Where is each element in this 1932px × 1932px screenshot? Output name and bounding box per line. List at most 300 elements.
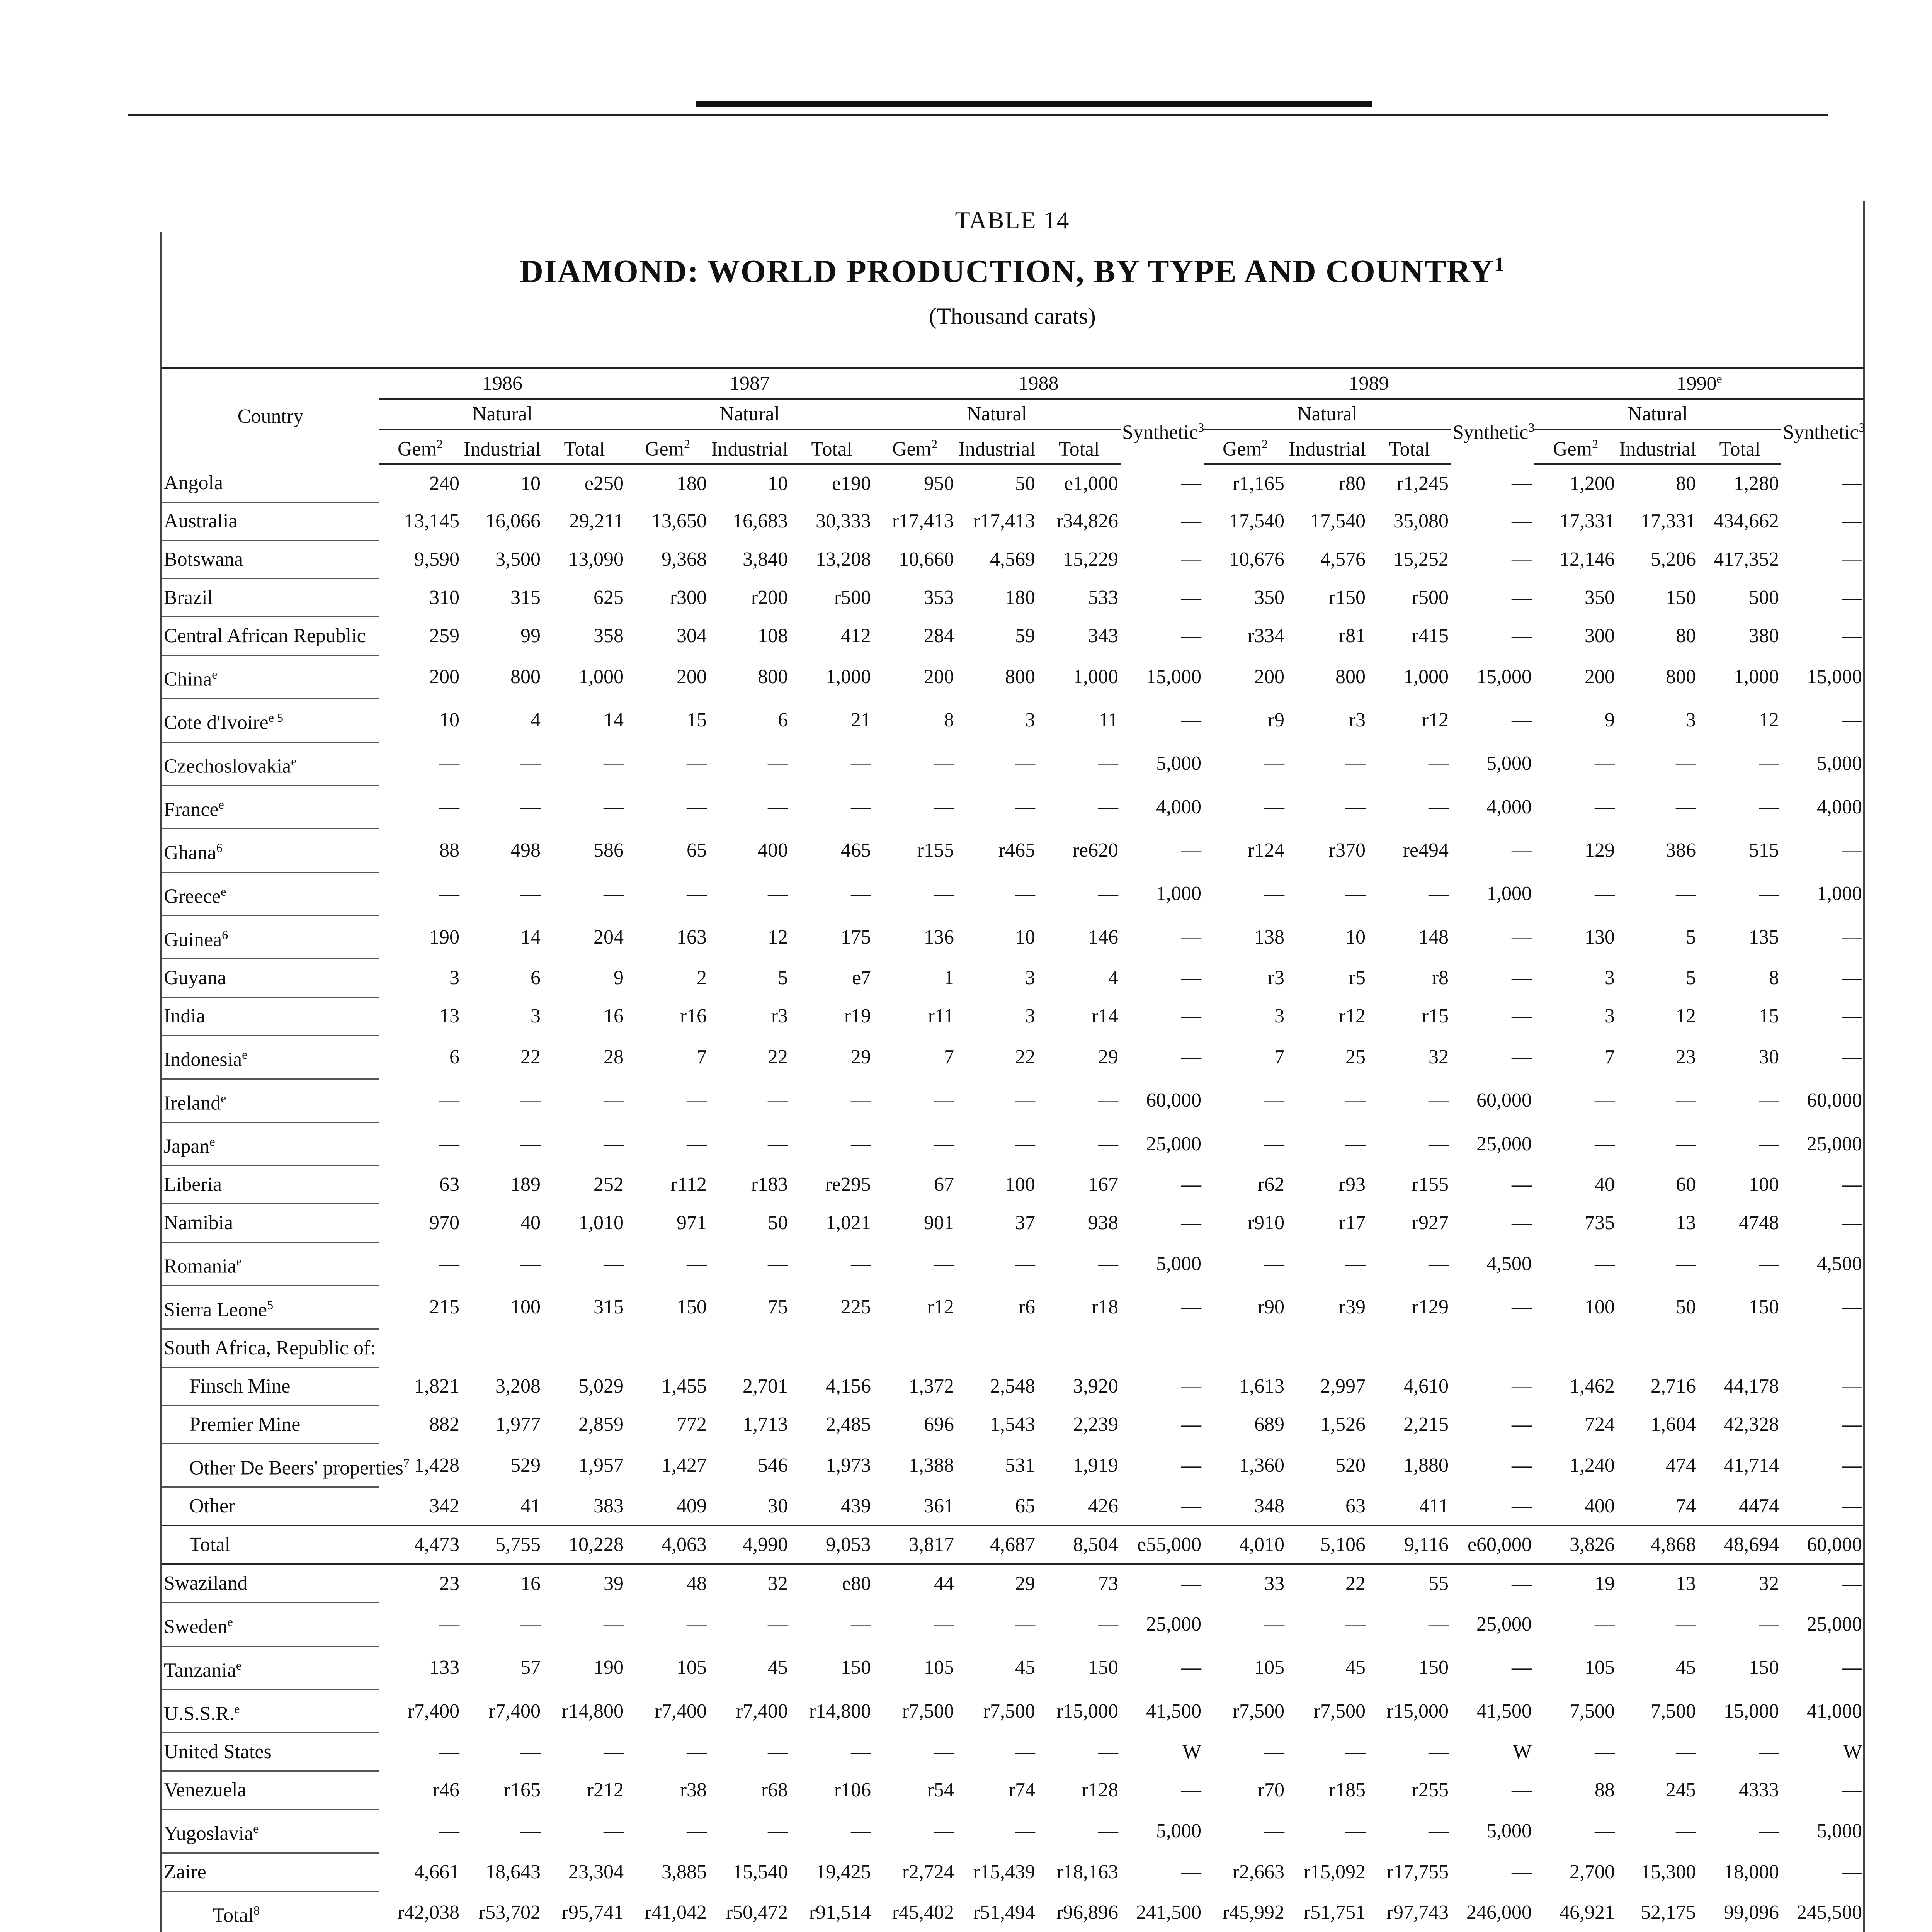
value-cell: 80 xyxy=(1676,472,1696,495)
value-cell: — xyxy=(1759,796,1779,818)
value-cell: 22 xyxy=(768,1046,788,1068)
value-cell: 950 xyxy=(924,472,954,495)
value-cell: — xyxy=(439,883,459,905)
country-note: e 5 xyxy=(268,711,283,725)
value-cell: — xyxy=(1512,1861,1532,1883)
value-cell: 1,000 xyxy=(1403,665,1449,688)
value-cell: — xyxy=(1842,839,1862,862)
value-cell: 100 xyxy=(510,1296,541,1318)
value-cell: — xyxy=(604,1741,624,1763)
value-cell: 17,540 xyxy=(1229,510,1285,532)
value-cell: 45 xyxy=(1676,1656,1696,1679)
value-cell: — xyxy=(687,1613,707,1636)
value-cell xyxy=(873,1329,956,1367)
value-cell: 417,352 xyxy=(1714,548,1779,571)
table-title-text: DIAMOND: WORLD PRODUCTION, BY TYPE AND COUNTRY xyxy=(520,253,1494,289)
table-row xyxy=(162,1690,1864,1733)
country-note: e xyxy=(253,1821,259,1836)
synthetic-note: 3 xyxy=(1198,420,1204,434)
value-cell: 4,500 xyxy=(1486,1253,1532,1275)
total-header: Total xyxy=(790,429,873,464)
country-name-cell xyxy=(162,464,379,502)
value-cell: — xyxy=(1098,796,1119,818)
value-cell: 15,000 xyxy=(1476,665,1532,688)
value-cell: 57 xyxy=(520,1656,541,1679)
value-cell xyxy=(956,1329,1037,1367)
country-name: Yugoslavia xyxy=(164,1822,253,1845)
country-name-cell xyxy=(162,1891,379,1932)
value-cell: 1,360 xyxy=(1239,1454,1285,1476)
value-cell: — xyxy=(1759,1613,1779,1636)
value-cell: 252 xyxy=(594,1173,624,1196)
value-cell: 60,000 xyxy=(1781,1526,1864,1564)
value-cell: 4,500 xyxy=(1817,1253,1862,1275)
value-cell: r50,472 xyxy=(709,1891,790,1932)
value-cell: 25,000 xyxy=(1146,1133,1202,1155)
value-cell: — xyxy=(1512,1046,1532,1068)
value-cell: — xyxy=(520,1820,541,1842)
value-cell: e80 xyxy=(790,1564,873,1603)
value-cell: 129 xyxy=(1585,839,1615,862)
header-row-grades xyxy=(162,429,1864,464)
value-cell: — xyxy=(1181,1212,1202,1234)
table-row xyxy=(162,1810,1864,1853)
value-cell: 25,000 xyxy=(1476,1613,1532,1636)
natural-header: Natural xyxy=(873,399,1121,429)
margin-line-left xyxy=(160,232,162,1932)
value-cell: — xyxy=(934,1613,954,1636)
value-cell xyxy=(709,1329,790,1367)
value-cell: — xyxy=(1676,1089,1696,1112)
value-cell: 14 xyxy=(604,709,624,731)
country-name: Romania xyxy=(164,1255,236,1277)
value-cell: 52,175 xyxy=(1617,1891,1698,1932)
value-cell: r212 xyxy=(587,1779,624,1801)
value-cell: 1,000 xyxy=(1156,883,1202,905)
value-cell: 167 xyxy=(1088,1173,1119,1196)
value-cell: r9 xyxy=(1267,709,1285,731)
value-cell: 200 xyxy=(1254,665,1285,688)
gem-note: 2 xyxy=(931,437,938,451)
value-cell: r42,038 xyxy=(379,1891,462,1932)
value-cell: 4,000 xyxy=(1156,796,1202,818)
table-row xyxy=(162,1406,1864,1444)
value-cell: — xyxy=(1098,752,1119,775)
value-cell: 100 xyxy=(1585,1296,1615,1318)
value-cell: r185 xyxy=(1328,1779,1366,1801)
value-cell: 315 xyxy=(594,1296,624,1318)
value-cell: 412 xyxy=(841,625,871,647)
value-cell: 546 xyxy=(758,1454,788,1476)
country-name: Central African Republic xyxy=(164,625,366,647)
value-cell: 625 xyxy=(594,587,624,609)
value-cell: — xyxy=(520,883,541,905)
value-cell: — xyxy=(1595,1253,1615,1275)
value-cell: 60 xyxy=(1676,1173,1696,1196)
value-cell: — xyxy=(768,1613,788,1636)
value-cell: 42,328 xyxy=(1724,1413,1779,1436)
value-cell: r91,514 xyxy=(790,1891,873,1932)
value-cell: — xyxy=(687,1133,707,1155)
value-cell: 2,716 xyxy=(1651,1375,1696,1398)
value-cell: — xyxy=(768,1133,788,1155)
value-cell: 3 xyxy=(449,967,459,989)
country-name: Angola xyxy=(164,471,223,494)
value-cell: — xyxy=(934,1133,954,1155)
table-row xyxy=(162,829,1864,872)
value-cell: 3,500 xyxy=(495,548,541,571)
value-cell: r128 xyxy=(1081,1779,1119,1801)
value-cell: 163 xyxy=(677,926,707,948)
value-cell: — xyxy=(1842,1413,1862,1436)
industrial-header: Industrial xyxy=(956,429,1037,464)
value-cell: 350 xyxy=(1585,587,1615,609)
year-label: 1990 xyxy=(1676,372,1717,395)
value-cell: 50 xyxy=(1015,472,1036,495)
value-cell: — xyxy=(604,1820,624,1842)
table-row xyxy=(162,502,1864,541)
value-cell: — xyxy=(1781,1564,1864,1603)
value-cell: — xyxy=(1264,1253,1285,1275)
country-name-cell xyxy=(162,1444,410,1487)
value-cell: 135 xyxy=(1749,926,1779,948)
country-name: Other xyxy=(189,1495,235,1517)
table-row xyxy=(162,1367,1864,1406)
value-cell: 465 xyxy=(841,839,871,862)
country-name-cell xyxy=(162,617,379,655)
value-cell: — xyxy=(1429,1741,1449,1763)
value-cell: — xyxy=(1842,548,1862,571)
table-row xyxy=(162,1036,1864,1079)
value-cell: 4,661 xyxy=(414,1861,459,1883)
value-cell: — xyxy=(1429,1820,1449,1842)
value-cell: — xyxy=(1595,796,1615,818)
value-cell: 882 xyxy=(429,1413,459,1436)
value-cell: 515 xyxy=(1749,839,1779,862)
value-cell: — xyxy=(851,1820,871,1842)
value-cell: 2,700 xyxy=(1570,1861,1615,1883)
value-cell: 25,000 xyxy=(1146,1613,1202,1636)
value-cell: 63 xyxy=(439,1173,459,1196)
synthetic-label: Synthetic xyxy=(1122,421,1198,443)
value-cell: — xyxy=(1759,1741,1779,1763)
value-cell xyxy=(626,1329,709,1367)
country-name: Namibia xyxy=(164,1212,233,1234)
country-name-cell xyxy=(162,916,379,959)
country-name: Venezuela xyxy=(164,1779,247,1801)
value-cell: — xyxy=(1842,1861,1862,1883)
value-cell: r200 xyxy=(751,587,788,609)
value-cell: 4,010 xyxy=(1204,1526,1287,1564)
value-cell: 60,000 xyxy=(1476,1089,1532,1112)
value-cell: 1 xyxy=(944,967,954,989)
value-cell: 9,368 xyxy=(662,548,707,571)
value-cell: — xyxy=(1676,883,1696,905)
country-name: India xyxy=(164,1005,205,1027)
value-cell: 19,425 xyxy=(816,1861,871,1883)
value-cell: r54 xyxy=(927,1779,954,1801)
value-cell: r51,494 xyxy=(956,1891,1037,1932)
year-note: e xyxy=(1716,372,1722,386)
value-cell: — xyxy=(851,1253,871,1275)
value-cell: r465 xyxy=(998,839,1036,862)
value-cell: 3 xyxy=(531,1005,541,1027)
value-cell: 105 xyxy=(1254,1656,1285,1679)
value-cell: — xyxy=(1842,472,1862,494)
value-cell: — xyxy=(1098,883,1119,905)
value-cell: 200 xyxy=(924,665,954,688)
country-note: e xyxy=(234,1702,240,1716)
value-cell: 2,215 xyxy=(1403,1413,1449,1436)
country-name: Other De Beers' properties xyxy=(189,1457,403,1479)
value-cell: — xyxy=(1264,796,1285,818)
value-cell: 44 xyxy=(873,1564,956,1603)
value-cell: — xyxy=(1181,1656,1202,1679)
value-cell: — xyxy=(851,1613,871,1636)
value-cell: r7,500 xyxy=(902,1700,954,1722)
value-cell: 426 xyxy=(1088,1495,1119,1517)
value-cell: 67 xyxy=(934,1173,954,1196)
value-cell: 75 xyxy=(768,1296,788,1318)
value-cell: — xyxy=(1759,1253,1779,1275)
value-cell: 189 xyxy=(510,1173,541,1196)
value-cell: r1,165 xyxy=(1232,472,1285,495)
value-cell: r7,400 xyxy=(736,1700,788,1722)
value-cell: r53,702 xyxy=(462,1891,543,1932)
year-label: 1986 xyxy=(482,372,522,395)
year-header xyxy=(1534,368,1864,399)
value-cell: e7 xyxy=(852,967,871,989)
value-cell: — xyxy=(1842,510,1862,532)
value-cell: 531 xyxy=(1005,1454,1036,1476)
value-cell: 8 xyxy=(1769,967,1779,989)
value-cell: r34,826 xyxy=(1056,510,1119,532)
value-cell: 315 xyxy=(510,587,541,609)
value-cell xyxy=(1368,1329,1451,1367)
value-cell: r370 xyxy=(1328,839,1366,862)
value-cell: 225 xyxy=(841,1296,871,1318)
value-cell: 300 xyxy=(1585,625,1615,647)
value-cell: r16 xyxy=(680,1005,707,1027)
value-cell: — xyxy=(1015,1741,1036,1763)
country-name-cell xyxy=(162,1242,379,1286)
value-cell: 1,977 xyxy=(495,1413,541,1436)
value-cell: W xyxy=(1843,1741,1862,1763)
value-cell: 13 xyxy=(1617,1564,1698,1603)
value-cell: 136 xyxy=(924,926,954,948)
country-name-cell xyxy=(162,997,379,1036)
table-units: (Thousand carats) xyxy=(929,303,1096,329)
value-cell: 12 xyxy=(1676,1005,1696,1027)
value-cell: 1,280 xyxy=(1734,472,1779,495)
value-cell: 15 xyxy=(687,709,707,731)
value-cell: r3 xyxy=(771,1005,788,1027)
value-cell: 10 xyxy=(520,472,541,495)
table-row xyxy=(162,1564,1864,1603)
value-cell: — xyxy=(1181,1046,1202,1068)
value-cell: 88 xyxy=(1595,1779,1615,1801)
value-cell: 1,713 xyxy=(743,1413,788,1436)
value-cell: — xyxy=(439,796,459,818)
value-cell: r334 xyxy=(1247,625,1285,647)
value-cell: 16,683 xyxy=(733,510,788,532)
value-cell: — xyxy=(439,1741,459,1763)
country-name: Liberia xyxy=(164,1173,222,1196)
value-cell: 2,701 xyxy=(743,1375,788,1398)
value-cell: 15 xyxy=(1759,1005,1779,1027)
value-cell: e55,000 xyxy=(1121,1526,1204,1564)
value-cell: 6 xyxy=(778,709,788,731)
value-cell: 180 xyxy=(1005,587,1036,609)
country-note: e xyxy=(221,1091,226,1105)
table-row xyxy=(162,579,1864,617)
value-cell: — xyxy=(1676,1820,1696,1842)
value-cell: — xyxy=(1429,1613,1449,1636)
value-cell: — xyxy=(1842,1454,1862,1476)
value-cell: 50 xyxy=(768,1212,788,1234)
value-cell: 150 xyxy=(1088,1656,1119,1679)
value-cell: — xyxy=(1842,926,1862,948)
value-cell: — xyxy=(934,1253,954,1275)
value-cell: r19 xyxy=(844,1005,871,1027)
gem-note: 2 xyxy=(1592,437,1599,451)
value-cell: 23 xyxy=(1676,1046,1696,1068)
value-cell: r8 xyxy=(1432,967,1449,989)
industrial-header: Industrial xyxy=(709,429,790,464)
value-cell: — xyxy=(1181,548,1202,571)
value-cell: — xyxy=(1264,1133,1285,1155)
country-name-cell xyxy=(162,579,379,617)
country-name: Swaziland xyxy=(164,1572,248,1595)
value-cell: 1,240 xyxy=(1570,1454,1615,1476)
value-cell: — xyxy=(1842,1495,1862,1517)
value-cell: 25,000 xyxy=(1476,1133,1532,1155)
value-cell: 3 xyxy=(1025,1005,1036,1027)
value-cell: 150 xyxy=(1749,1296,1779,1318)
value-cell: 7 xyxy=(944,1046,954,1068)
country-name-cell xyxy=(162,742,379,785)
value-cell: 15,300 xyxy=(1641,1861,1696,1883)
country-name-cell xyxy=(162,699,379,742)
value-cell: 30,333 xyxy=(816,510,871,532)
value-cell: — xyxy=(1181,839,1202,862)
value-cell: 25,000 xyxy=(1807,1613,1862,1636)
value-cell: r45,402 xyxy=(873,1891,956,1932)
value-cell: 1,821 xyxy=(414,1375,459,1398)
value-cell: — xyxy=(1842,1046,1862,1068)
value-cell: 7,500 xyxy=(1651,1700,1696,1722)
value-cell: 1,543 xyxy=(990,1413,1036,1436)
table-row xyxy=(162,541,1864,579)
value-cell: 6 xyxy=(531,967,541,989)
value-cell: — xyxy=(1676,1253,1696,1275)
value-cell: 800 xyxy=(510,665,541,688)
value-cell: — xyxy=(439,1820,459,1842)
value-cell: r51,751 xyxy=(1287,1891,1368,1932)
value-cell: r70 xyxy=(1257,1779,1285,1801)
value-cell: 45 xyxy=(1015,1656,1036,1679)
value-cell: — xyxy=(851,796,871,818)
value-cell: — xyxy=(1098,1613,1119,1636)
table-row xyxy=(162,617,1864,655)
country-name: Australia xyxy=(164,510,238,532)
value-cell: 7,500 xyxy=(1570,1700,1615,1722)
value-cell: 400 xyxy=(758,839,788,862)
table-row xyxy=(162,1079,1864,1122)
value-cell: — xyxy=(1512,709,1532,731)
table-row xyxy=(162,1526,1864,1564)
value-cell: r18,163 xyxy=(1056,1861,1119,1883)
value-cell: — xyxy=(1759,1133,1779,1155)
table-row xyxy=(162,1242,1864,1286)
value-cell: r2,724 xyxy=(902,1861,954,1883)
value-cell: — xyxy=(1676,1613,1696,1636)
country-note: e xyxy=(221,884,226,898)
table-row xyxy=(162,1603,1864,1646)
synthetic-label: Synthetic xyxy=(1783,421,1859,443)
value-cell: — xyxy=(1676,1133,1696,1155)
natural-header: Natural xyxy=(1534,399,1781,429)
value-cell: — xyxy=(851,883,871,905)
value-cell: 200 xyxy=(1585,665,1615,688)
value-cell: — xyxy=(520,796,541,818)
value-cell: 12 xyxy=(768,926,788,948)
value-cell: r15,092 xyxy=(1303,1861,1366,1883)
value-cell: r38 xyxy=(680,1779,707,1801)
value-cell: 800 xyxy=(1335,665,1366,688)
value-cell: r12 xyxy=(1338,1005,1366,1027)
value-cell: 434,662 xyxy=(1714,510,1779,532)
synthetic-note: 3 xyxy=(1859,420,1865,434)
country-name: China xyxy=(164,668,212,690)
value-cell: 245,500 xyxy=(1781,1891,1864,1932)
value-cell: — xyxy=(1181,472,1202,494)
country-name-cell xyxy=(162,959,379,997)
value-cell: — xyxy=(1512,1454,1532,1476)
value-cell: 3,920 xyxy=(1073,1375,1119,1398)
value-cell: — xyxy=(768,796,788,818)
table-row xyxy=(162,1853,1864,1891)
value-cell: r927 xyxy=(1412,1212,1449,1234)
value-cell: — xyxy=(1676,1741,1696,1763)
value-cell: r14 xyxy=(1091,1005,1119,1027)
value-cell: — xyxy=(1512,839,1532,862)
value-cell: — xyxy=(1759,1089,1779,1112)
value-cell: 12 xyxy=(1759,709,1779,731)
value-cell: — xyxy=(1181,1296,1202,1318)
value-cell: 5,000 xyxy=(1817,1820,1862,1842)
value-cell: — xyxy=(1015,1253,1036,1275)
value-cell: 3,885 xyxy=(662,1861,707,1883)
synthetic-label: Synthetic xyxy=(1452,421,1529,443)
gem-header xyxy=(626,429,709,464)
value-cell: 10,228 xyxy=(543,1526,626,1564)
year-label: 1987 xyxy=(730,372,770,395)
value-cell: 474 xyxy=(1666,1454,1696,1476)
value-cell: — xyxy=(1181,625,1202,647)
value-cell: 14 xyxy=(520,926,541,948)
value-cell xyxy=(379,1329,462,1367)
value-cell: 529 xyxy=(510,1454,541,1476)
value-cell: — xyxy=(1512,1212,1532,1234)
country-name: Ghana xyxy=(164,842,216,864)
value-cell: 29 xyxy=(851,1046,871,1068)
value-cell: 138 xyxy=(1254,926,1285,948)
value-cell: — xyxy=(1759,1820,1779,1842)
country-name-cell xyxy=(162,1810,379,1853)
value-cell: — xyxy=(1595,1613,1615,1636)
value-cell: — xyxy=(1842,625,1862,647)
